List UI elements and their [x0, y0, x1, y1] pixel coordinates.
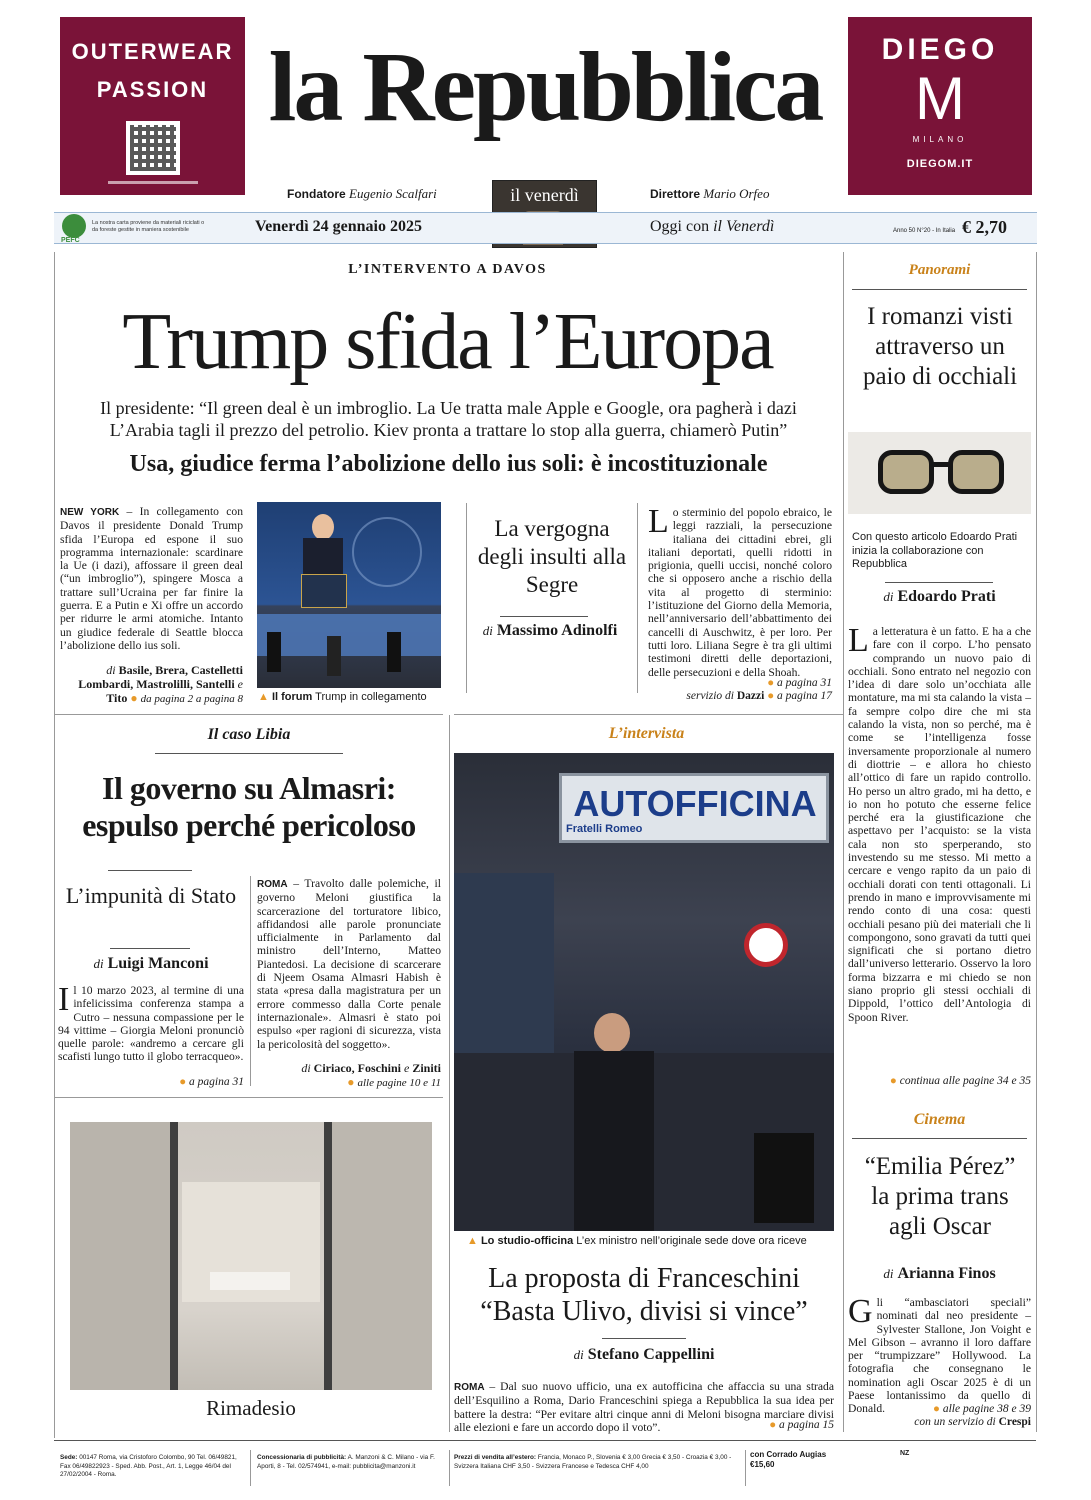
- cinema-body: Gli “ambasciatori speciali” nominati dal neo presidente – Sylvester Stallone, Jon Voight e Mel Gibson – avranno il loro daffare per “trumpizzare” Hollywood. La fotografia che consegnano le nomination agli Oscar 2025 è di un Paese lontanissimo da quello di Donald.: [848, 1293, 1031, 1416]
- ad-right-city: MILANO: [912, 135, 968, 144]
- pefc-label: PEFC: [61, 237, 80, 244]
- manconi-page-ref: ● a pagina 31: [179, 1076, 244, 1088]
- photo-trump-davos[interactable]: [257, 502, 441, 688]
- lead-subhead-2: L’Arabia tagli il prezzo del petrolio. Kiev pronta a trattare lo stop alla guerra, chiamerò Putin”: [109, 420, 788, 440]
- libia-authors: di Ciriaco, Foschini e Ziniti ● alle pagine 10 e 11: [301, 1061, 441, 1089]
- masthead-title[interactable]: la Repubblica: [268, 31, 822, 142]
- lead-headline[interactable]: Trump sfida l’Europa: [122, 298, 773, 386]
- lead-photo-caption: ▲ Il forum Trump in collegamento: [258, 691, 427, 703]
- intervista-byline: di Stefano Cappellini: [573, 1346, 715, 1363]
- issue-info: Anno 50 N°20 - In Italia: [893, 228, 956, 234]
- segre-headline[interactable]: La vergogna degli insulti alla Segre: [477, 516, 627, 597]
- pefc-note: La nostra carta proviene da materiali riciclati o da foreste gestite in maniera sostenibile: [92, 220, 205, 233]
- footer-sede: Sede: 00147 Roma, via Cristoforo Colombo, 90 Tel. 06/49821, Fax 06/49822923 - Sped. Abb. Post., Art. 1, Legge 46/04 del 27/02/2004 - Roma.: [60, 1454, 237, 1478]
- panorami-byline: di Edoardo Prati: [883, 588, 996, 605]
- pefc-logo-icon: [62, 214, 86, 238]
- panorami-body: La letteratura è un fatto. E ha a che fare con il corpo. L’ho pensato comprando un nuovo paio di occhiali. Sono entrato nel negozio con l’idea di dare solo un’occhiata alle montature, ma mi sta calando la vista – fa sempre colpo dire che mi sta calando la vista, non so perché, ma è come se l’intelligenza fosse inversamente proporzionale al numero di diottrie – e allora ho chiesto all’ottico di fare un rapido controllo. Ho perso un altro grado, mi ha detto, e io non ho potuto che esserne felice perché era la giustificazione che aspettavo per l’acquisto: se la vista cala non sto sperperando, sto investendo su me stesso. Mi metto a cercare e vengo rapito da un paio di occhiali dorati con tenti ottagonali. Li prendo in mano e improvvisamente mi rendo conto di una cosa: questi occhiali pesano più dei materiali che li compongono, sono gravati da tutti quei significati che si portano dietro dall’universo letterario. Osservo la loro forma bizzarra e mi chiedo se non siano proprio gli stessi occhiali di Dippold, l’ottico dell’Antologia di Spoon River.: [848, 622, 1031, 1024]
- cinema-byline: di Arianna Finos: [883, 1265, 996, 1282]
- lead-body: NEW YORK – In collegamento con Davos il presidente Donald Trump sfida l’Europa ed espone il suo programma internazionale: scardinare la Ue (i dazi), affossare il green deal (“un imbroglio”), spingere Mosca a trattare sull’Ucraina per far finire la guerra. E a Putin e Xi offre un accordo per ridurre le armi atomiche. Intanto un giudice federale di Seattle blocca l’abolizione dello ius soli.: [60, 505, 243, 652]
- lead-authors: di Basile, Brera, Castelletti Lombardi, Mastrolilli, Santelli e Tito ● da pagina 2 a pagina 8: [78, 663, 243, 705]
- intervista-kicker: L’intervista: [608, 725, 685, 742]
- ad-diego-m[interactable]: [848, 17, 1032, 195]
- autofficina-sign: AUTOFFICINA: [573, 783, 817, 824]
- ad-left-line2: PASSION: [96, 77, 209, 102]
- intervista-page-ref: ● a pagina 15: [769, 1419, 834, 1431]
- segre-service-ref: servizio di Dazzi ● a pagina 17: [686, 690, 832, 702]
- cinema-page-ref: ● alle pagine 38 e 39: [933, 1403, 1031, 1415]
- director: Direttore Mario Orfeo: [650, 186, 770, 201]
- issue-date: Venerdì 24 gennaio 2025: [255, 218, 422, 235]
- footer-offer: con Corrado Augias €15,60: [750, 1450, 827, 1469]
- manconi-headline[interactable]: L’impunità di Stato: [65, 883, 237, 908]
- ad-small-text: [108, 181, 198, 184]
- lead-kicker: L’INTERVENTO A DAVOS: [348, 262, 547, 277]
- cinema-headline[interactable]: “Emilia Pérez” la prima trans agli Oscar: [864, 1153, 1016, 1240]
- founder: Fondatore Eugenio Scalfari: [287, 186, 437, 201]
- ad-left-line1: OUTERWEAR: [71, 39, 234, 64]
- libia-body: ROMA – Travolto dalle polemiche, il governo Meloni giustifica la scarcerazione del torturatore libico, affidandosi alle parole pronunciate ufficialmente in Parlamento dal ministro dell’Interno, Matteo Piantedosi. La decisione di scarcerare di Njeem Osama Almasri Habish è stata «presa dalla magistratura per un errore commesso dalla Corte penale internazionale». Almasri è stato poi espulso «per ragioni di sicurezza, vista la pericolosità del soggetto».: [257, 877, 441, 1051]
- segre-page-ref: ● a pagina 31: [767, 677, 832, 689]
- segre-body: Lo sterminio del popolo ebraico, le leggi razziali, la persecuzione italiana dei cittadini ebrei, gli italiani deportati, quelli ridotti in prigionia, quelli uccisi, nonché coloro che si opposero anche a rischio della vita al progetto di sterminio: l’istituzione del Giorno della Memoria, nell’anniversario dell’abbattimento dei cancelli di Auschwitz, è per loro. Per tutti loro. Liliana Segre è tra gli ultimi testimoni diretti delle deportazioni, delle persecuzioni e della Shoah.: [648, 503, 832, 679]
- intervista-headline-1[interactable]: La proposta di Franceschini: [488, 1263, 800, 1294]
- qr-code-icon: [126, 121, 180, 175]
- ad-rimadesio-image[interactable]: [70, 1122, 432, 1390]
- panorami-page-ref: ● continua alle pagine 34 e 35: [889, 1075, 1031, 1087]
- libia-kicker: Il caso Libia: [207, 726, 291, 743]
- footer-code: NZ: [900, 1450, 910, 1457]
- manconi-byline: di Luigi Manconi: [93, 955, 209, 972]
- footer-concessionaria: Concessionaria di pubblicità: A. Manzoni & C. Milano - via F. Aporti, 8 - Tel. 02/574941, e-mail: pubblicita@manzoni.it: [257, 1454, 435, 1470]
- cinema-service-ref: con un servizio di Crespi: [914, 1416, 1031, 1428]
- supplement-cover-title: il venerdì: [510, 185, 579, 205]
- intervista-headline-2[interactable]: “Basta Ulivo, divisi si vince”: [480, 1296, 808, 1327]
- today-with: Oggi con il Venerdì: [650, 218, 775, 235]
- ad-right-site: DIEGOM.IT: [906, 158, 974, 170]
- lead-second-headline[interactable]: Usa, giudice ferma l’abolizione dello ius soli: è incostituzionale: [129, 451, 768, 477]
- photo-autofficina[interactable]: [454, 753, 834, 1231]
- ad-right-letter: M: [915, 65, 965, 132]
- segre-byline: di Massimo Adinolfi: [482, 622, 618, 639]
- intervista-photo-caption: ▲ Lo studio-officina L’ex ministro nell’originale sede dove ora riceve: [467, 1235, 807, 1247]
- price: € 2,70: [962, 217, 1007, 237]
- panorami-kicker: Panorami: [908, 262, 971, 278]
- panorami-headline[interactable]: I romanzi visti attraverso un paio di occhiali: [862, 303, 1018, 390]
- photo-glasses[interactable]: [848, 432, 1031, 514]
- cinema-kicker: Cinema: [913, 1111, 966, 1128]
- autofficina-sign-sub: Fratelli Romeo: [566, 823, 643, 835]
- intervista-body: ROMA – Dal suo nuovo ufficio, una ex autofficina che affaccia su una strada dell’Esquilino a Roma, Dario Franceschini spiega a Repubblica la sua idea per battere la destra: “Per evitare altri cinque anni di Meloni bisogna marciare divisi alle elezioni e fare un accordo dopo il voto”.: [454, 1380, 834, 1434]
- libia-headline[interactable]: Il governo su Almasri: espulso perché pericoloso: [82, 770, 416, 843]
- ad-right-brand: DIEGO: [881, 33, 999, 66]
- manconi-body: Il 10 marzo 2023, al termine di una infelicissima conferenza stampa a Cutro – nessuna compassione per le 94 vittime – Giorgia Meloni pronunciò quelle parole: «andremo a cercare gli scafisti lungo tutto il globo terracqueo».: [58, 981, 244, 1064]
- panorami-photo-caption: Con questo articolo Edoardo Prati inizia la collaborazione con Repubblica: [852, 531, 1018, 570]
- footer-prices: Prezzi di vendita all’estero: Francia, Monaco P., Slovenia € 3,00 Grecia € 3,50 - Croazia € 3,00 - Svizzera Italiana CHF 3,50 - Svizzera Francese e Tedesca CHF 4,00: [454, 1454, 732, 1470]
- ad-outerwear-passion[interactable]: [60, 17, 245, 195]
- ad-rimadesio-brand[interactable]: Rimadesio: [206, 1396, 296, 1420]
- lead-subhead-1: Il presidente: “Il green deal è un imbroglio. La Ue tratta male Apple e Google, ora pagherà i dazi: [100, 398, 797, 418]
